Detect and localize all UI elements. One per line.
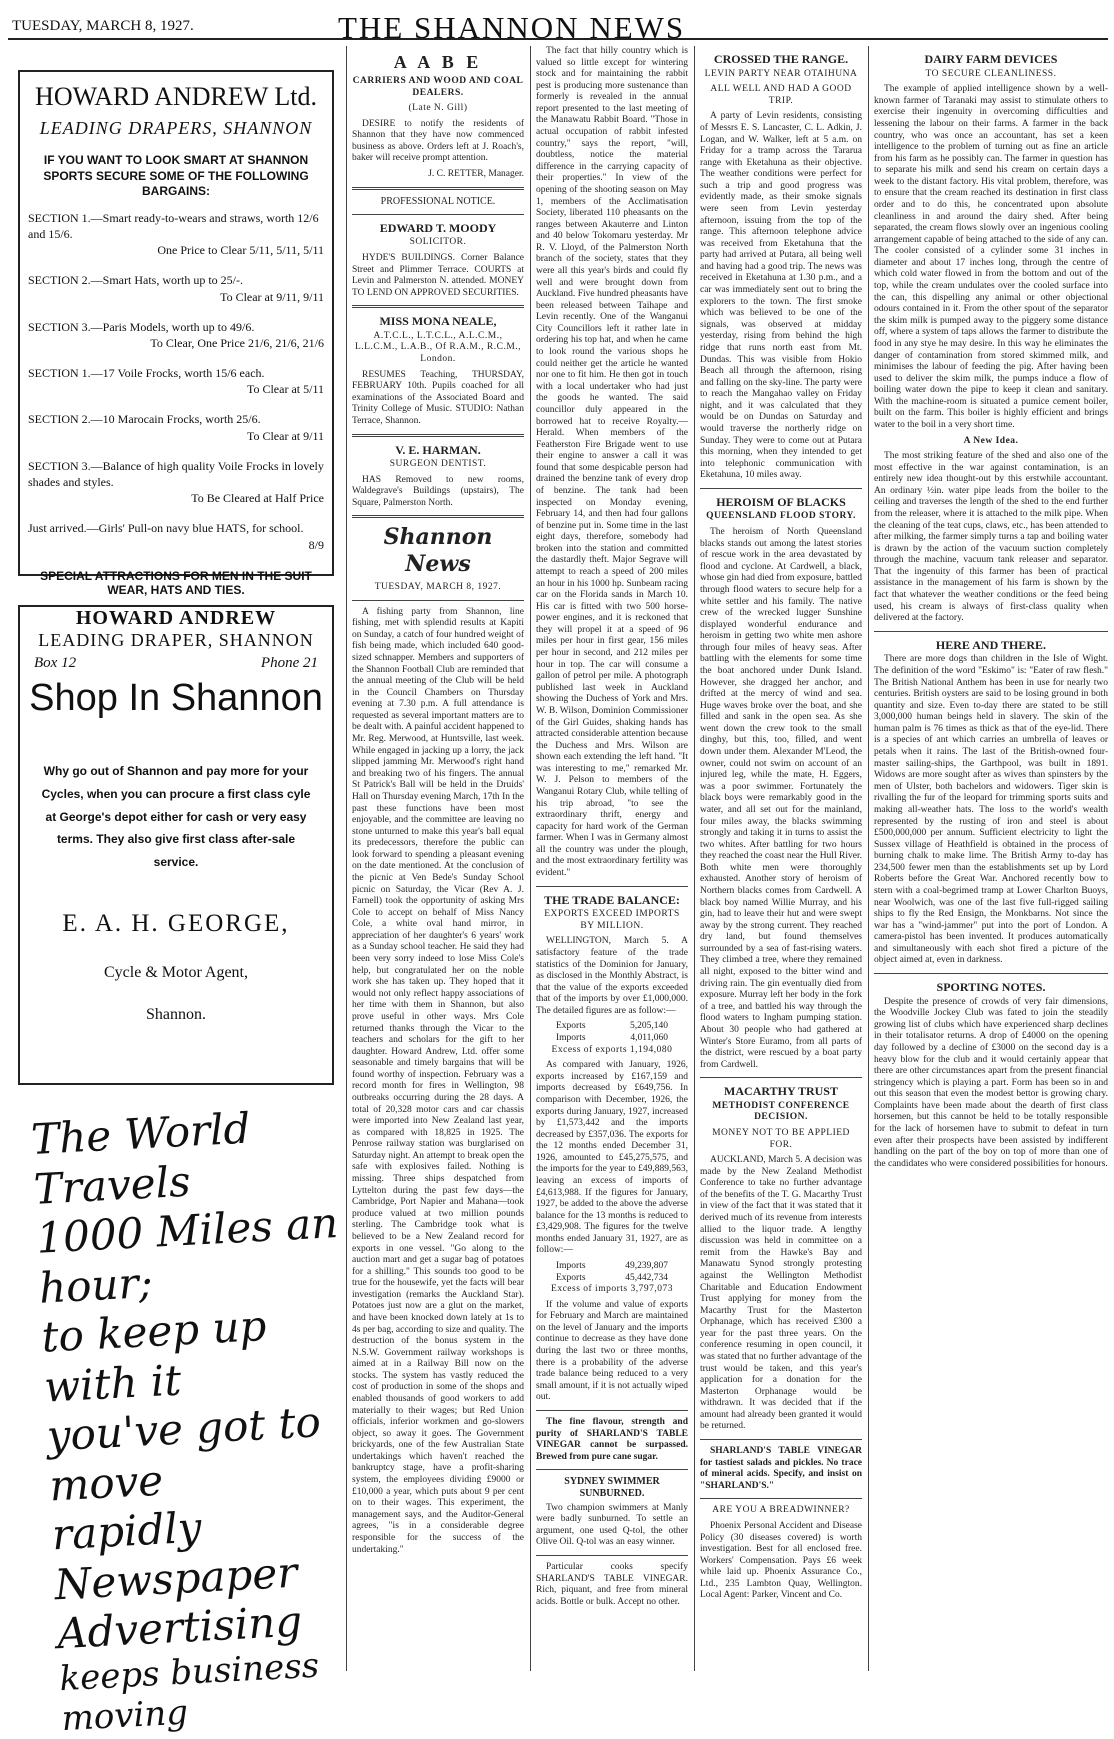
heroism-subheading: QUEENSLAND FLOOD STORY. xyxy=(706,511,856,522)
new-idea-body: The most striking feature of the shed and also one of the most effective in the war against contamination, is an entirely new idea thought-out by this erstwhile accountant. An ordinary ½in. water pipe leads from the boiler to the ceiling and traverses the length of the shed to the end further from the releaser, where it is attached to the milk pipe. When the cleaning of the teat cups, claws, etc., has been attended to after milking, the farmer simply turns a tap and boiling water is drawn by the action of the vacuum suction completely through the machine, vacuum tank releaser and separator. That the ingenuity of this farmer has been of practical assistance in the management of his farm is shown by the fact that whatever the weather conditions or the feed being used, his cream is always of first-class quality when delivered at the factory. xyxy=(874,451,1108,624)
macarthy-heading: MACARTHY TRUST xyxy=(724,1084,838,1099)
advert-lead: IF YOU WANT TO LOOK SMART AT SHANNON SPORTS SECURE SOME OF THE FOLLOWING BARGAINS: xyxy=(43,153,309,199)
moody-name: EDWARD T. MOODY xyxy=(379,220,497,235)
aabe-title: A A B E xyxy=(393,52,483,72)
macarthy-body: AUCKLAND, March 5. A decision was made by the New Zealand Methodist Conference to take no further advantage of the benefits of the T. G. Macarthy Trust in view of the fact that it was stated that it derived much of its revenue from interests allied to the liquor trade. A lengthy discussion was held in committee on a remit from the Hawke's Bay and Manawatu Synod strongly protesting against the Wellington Methodist Charitable and Education Endowment Trust applying for money from the Macarthy Trust for the Masterton Orphanage, which has received £300 a year for the past three years. On the conference resuming in open council, it was stated that no further advantage of the trust would be taken, and this year's application for a donation for the Masterton Orphanage would be withdrawn. It was decided that if the amount had already been granted it would be returned. xyxy=(700,1155,862,1432)
local-news-body: A fishing party from Shannon, line fishing, met with splendid results at Kapiti on Sunday, a catch of four hundred weight of fish being made, which included 640 good-sized schnapper. Members and supporters of the Shannon Football Club are reminded that the annual meeting of the Club will be held in the Council Chambers on Thursday evening at 7.30 p.m. A full attendance is requested as several important matters are to be dealt with. A painful accident happened to Mr. Reg. Merwood, at Huntsville, last week. While engaged in jacking up a lorry, the jack slipped jamming Mr. Merwood's right hand and breaking two of his fingers. The annual St Patrick's Ball will be held in the Druids' Hall on Thursday evening March, 17th In the past these functions have been most enjoyable, and the committee are leaving no stone unturned to make this year's ball equal its predecessors, therefore the public can look forward to spending a pleasant evening on the date mentioned. At the conclusion of the picnic at Ven Bede's Sunday School picnic on Saturday, the Vicar (Rev A. J. Farnell) took the opportunity of asking Mrs Cole to accept on behalf of Miss Nancy Cole, a white oval hand mirror, in appreciation of her daughter's 6 years' work as a Sunday school teacher. He said they had been very sorry indeed to lose Miss Cole's help, but congratulated her on the noble work she has taken up. They hoped that it would not only reflect happy associations of her time with them in Shannon, but also prove useful in other ways. Mrs Cole returned thanks through the Vicar to the teachers and scholars for the gift to her daughter. Howard Andrew, Ltd. offer some seasonable and timely bargains that will be found worthy of inspection. February was a record month for fires in Wellington, 98 outbreaks occurring during the 28 days. A total of 20,328 motor cars and car chassis were imported into New Zealand last year, as compared with 18,825 in 1925. The Penrose railway station was burglarised on Saturday night. An attempt to break open the safe with explosives failed. Nothing is missing. Three ships despatched from Lyttelton during the past few days—the Cambridge, Port Napier and Mahana—took produce valued at two million pounds sterling. The Cambridge took what is believed to be a New Zealand record for exports in one vessel. "Go along to the auction mart and get a sugar bag of potatoes for a shilling." This sounds too good to be true for the housewife, yet the facts will bear investigation (remarks the Auckland Star). Potatoes just now are a glut on the market, and have been knocked down lately at 1s to 4s per bag, according to size and quality. The destruction of the bonus system in the N.S.W. Government railway workshops is aimed at in a Railway Bill now on the stocks. The system has vastly reduced the cost of production in some of the shops and enabled thousands of good workers to add materially to their wages; but Red Union officials, inferior workmen and go-slowers object, so away it goes. The Government brickyards, one of the few Australian State undertakings which haven't reached the bankruptcy stage, have a profit-sharing system, the employees dividing £9000 or £10,000 a year, which puts about 9 per cent on to their wages. This experiment, the management says, and the Auditor-General agrees, "is in a considerable degree responsible for the success of the undertaking." xyxy=(352,606,524,1555)
bargain-section: SECTION 1.—17 Voile Frocks, worth 15/6 each. To Clear at 5/11 xyxy=(28,366,324,397)
column-rule xyxy=(868,46,869,1671)
column-5 xyxy=(874,46,1108,1671)
column-3 xyxy=(536,46,688,1671)
trade-figure-row: Imports 4,011,060 xyxy=(556,1033,668,1044)
slogan-line: you've got to move xyxy=(45,1397,322,1511)
sharland-advert: SHARLAND'S TABLE VINEGAR for tastiest salads and pickles. No trace of mineral acids. Specify, and insist on "SHARLAND'S." xyxy=(700,1446,862,1491)
vinegar-advert: The fine flavour, strength and purity of SHARLAND'S TABLE VINEGAR cannot be surpassed. Brewed from pure cane sugar. xyxy=(536,1416,688,1462)
harman-name: V. E. HARMAN. xyxy=(395,442,481,457)
trade-excess: Excess of exports 1,194,080 xyxy=(551,1044,673,1055)
aabe-signature: J. C. RETTER, Manager. xyxy=(428,169,524,179)
trade-heading: THE TRADE BALANCE: xyxy=(544,892,680,907)
here-and-there-heading: HERE AND THERE. xyxy=(935,637,1047,652)
cooks-advert: Particular cooks specify SHARLAND'S TABLE VINEGAR. Rich, piquant, and free from mineral acids. Bottle or bulk. Accept no other. xyxy=(536,1561,688,1607)
advert-name: E. A. H. GEORGE, xyxy=(62,909,290,937)
harman-title: SURGEON DENTIST. xyxy=(389,459,487,470)
trade-body: WELLINGTON, March 5. A satisfactory feature of the trade statistics of the Dominion for January, as disclosed in the Monthly Abstract, is that the value of the exports exceeded that of the imports by over £1,000,000. The detailed figures are as follow:— xyxy=(536,936,688,1016)
aabe-late: (Late N. Gill) xyxy=(408,103,468,114)
slogan-line: Newspaper xyxy=(53,1547,299,1610)
sporting-heading: SPORTING NOTES. xyxy=(936,980,1046,995)
bargain-section: SECTION 3.—Balance of high quality Voile Frocks in lovely shades and styles. To Be Cleared at Half Price xyxy=(28,458,324,506)
slogan-line: Advertising xyxy=(55,1596,304,1659)
phone-number: Phone 21 xyxy=(260,654,318,671)
here-and-there-body: There are more dogs than children in the Isle of Wight. The definition of the word "Eskimo" is: "Eater of raw flesh." The British National Anthem has been in use for nearly two centuries. British oysters are said to be losing ground in both quantity and size. Even to-day there are stated to be still 3,000,000 human beings held in slavery. The skin of the human palm is 76 times as thick as that of the eye-lid. There is a species of ant which carries an umbrella of leaves or petals when it rains. The last of the British-owned four-master sailing-ships, the Garthpool, was built in 1891. Widows are more sought after as wives than spinsters by the men of Ulster, both bachelors and widowers. Tiger skin is rivalling the fur of the leopard for trimming sports suits and making all-weather hats. The loss to the world's wealth represented by the rusting of iron and steel is about £500,000,000 per annum. Sufficient electricity to light the Sussex village of Heathfield is obtained in the process of burning chalk to make lime. The British Army to-day has 234,500 fewer men than the establishments set up by Lord Roberts before the Great War. Anchored recently bow to stern with a coal-begrimed tramp at Lower Charlton Buoys, near Woolwich, was one of the last five full-rigged sailing ships to fly the Red Ensign, the Monkbarns. Not since the war has a "wind-jammer" put into the port of London. A camera-pistol has been invented. It produces automatically and simultaneously with each shot fired a picture of the object aimed at, even in darkness. xyxy=(874,654,1108,966)
bargain-section: SECTION 1.—Smart ready-to-wears and straws, worth 12/6 and 15/6. One Price to Clear 5/11, 5/11, 5/11 xyxy=(28,210,324,258)
professional-notice: PROFESSIONAL NOTICE. xyxy=(380,195,496,207)
bargain-sections xyxy=(20,210,332,553)
paper-date: TUESDAY, MARCH 8, 1927. xyxy=(374,582,502,593)
trade-subheading: EXPORTS EXCEED IMPORTS BY MILLION. xyxy=(544,909,680,931)
issue-date: TUESDAY, MARCH 8, 1927. xyxy=(12,18,194,34)
bargain-section: Just arrived.—Girls' Pull-on navy blue HATS, for school. 8/9 xyxy=(28,521,324,552)
neale-qualifications: A.T.C.L., L.T.C.L., A.L.C.M., L.L.C.M., L.A.B., Of R.A.M., R.C.M., London. xyxy=(354,330,522,365)
trade-figure-row: Exports 45,442,734 xyxy=(556,1272,668,1283)
dairy-heading: DAIRY FARM DEVICES xyxy=(924,52,1058,66)
special-attractions: SPECIAL ATTRACTIONS FOR MEN IN THE SUIT WEAR, HATS AND TIES. xyxy=(40,568,312,597)
range-body: A party of Levin residents, consisting of Messrs E. S. Lancaster, C. L. Adkin, J. Logan, and W. Walker, left at 5 a.m. on Friday for a tramp across the Tararua range with Eketahuna as their objective. The weather conditions were perfect for such a trip and good progress was evidently made, as their smoke signals were seen from Levin yesterday afternoon, issuing from the top of the range. This afternoon telephone advice was received from Eketahuna that the party had arrived at Putara, all being well and having had a good trip. The news was received in Eketahuna at 1.30 p.m., and a car was immediately sent out to bring the explorers to the town. The first smoke which was believed to be one of the signals, was observed at midday yesterday, rising from behind the high ridge that runs north east from Mt. Dundas. This was visible from Hokio Beach all through the afternoon, rising and falling on the sky-line. The party were to reach the Mangahao valley on Friday night, and it was calculated that they would be on Dundas on Saturday and would traverse the northerly ridge on Sunday. They were to come out at Putara this morning, when they intended to get into telephonic communication with Eketahuna, 10 miles away. xyxy=(700,111,862,481)
news-body: The fact that hilly country which is valued so little except for wintering stock and for maintaining the rabbit pest is producing more sustenance than formerly is revealed in the annual report presented to the last meeting of the Manawatu Rabbit Board. "Those in actual occupation of rabbit infested country," says the report, "will, doubtless, notice the material difference in the carrying capacity of their properties." In view of the opening of the shooting season on May 1, members of the Acclimatisation Society, liberated 110 pheasants on the ranges between Akauterre and Linton and 40 below Tokomaru yesterday. Mr R. V. Lloyd, of the Palmerston North branch of the society, states that they were all this year's birds and could fly well and were brought down from Auckland. Five hundred pheasants have been released between Taihape and Levin recently. One of the Wanganui City Councillors left it rather late in ordering his top hat, and when he came to look round the various shops he could neither get the article he wanted nor one to fit him. He then got in touch with a local undertaker who had just the goods he wanted. The said councillor duly appeared in the borrowed hat to receive Royalty.—Herald. When members of the Featherston Fire Brigade went to use their engine to answer a call it was found that some despicable person had drained the benzine tank of every drop of benzine. The tank had been inspected on Monday evening, February 14, and then had four gallons of benzine put in. Some time in the last eight days, therefore, somebody had broken into the station and committed the dastardly theft. Major Segrave will attempt to reach a speed of 200 miles an hour in his 1000 hp. Sunbeam racing car on the Florida sands in March 10. His car is fitted with two 500 horse-power engines, and it is reckoned that they will propel it at a speed of 96 miles per hour in first gear, 156 miles per hour in second, and 212 miles per hour in top. The car will consume a gallon of petrol per mile. A photograph published last week in Auckland showing the Duchess of York and Mrs. W. B. Wilson, Dominion Commissioner of the Girl Guides, shaking hands has attracted considerable attention because the Duchess and Mrs. Wilson are shown each extending the left hand. "It was interesting to me," remarked Mr. W. J. Pelson to members of the Wanganui Rotary Club, while telling of his trip abroad, "to see the extraordinary thrift, energy and capacity for hard work of the German farmer. When I was in Germany almost all the country was under the plough, and the most extraordinary fertility was evident." xyxy=(536,46,688,879)
macarthy-subheading: METHODIST CONFERENCE DECISION. xyxy=(712,1100,850,1123)
advert-role: Cycle & Motor Agent, xyxy=(104,963,248,981)
aabe-subtitle: CARRIERS AND WOOD AND COAL DEALERS. xyxy=(352,75,524,98)
bargain-section: SECTION 2.—10 Marocain Frocks, worth 25/6. To Clear at 9/11 xyxy=(28,412,324,443)
masthead xyxy=(8,6,1108,45)
neale-body: RESUMES Teaching, THURSDAY, FEBRUARY 10th. Pupils coached for all examinations of the Associated Board and Trinity College of Music. STUDIO: Nathan Terrace, Shannon. xyxy=(352,369,524,426)
howard-andrew-advert xyxy=(18,70,334,671)
advert-signature-sub: LEADING DRAPER, SHANNON xyxy=(38,629,314,650)
slogan-line: 1000 Miles an hour; xyxy=(35,1198,340,1313)
trade-figure-row: Imports 49,239,807 xyxy=(556,1261,668,1272)
slogan-line: rapidly xyxy=(50,1503,203,1560)
slogan-line: to keep up with it xyxy=(40,1301,268,1412)
breadwinner-body: Phoenix Personal Accident and Disease Policy (30 diseases covered) is worth investigation. Best for all enclosed free. Workers' Compensation. Pays £6 week while laid up. Phoenix Assurance Co., Ltd., 235 Lambton Quay, Wellington. Local Agent: Parker, Vincent and Co. xyxy=(700,1520,862,1601)
moody-title: SOLICITOR. xyxy=(409,237,467,248)
advert-tagline: LEADING DRAPERS, SHANNON xyxy=(39,118,313,138)
bargain-section: SECTION 2.—Smart Hats, worth up to 25/-. To Clear at 9/11, 9/11 xyxy=(28,273,324,304)
trade-excess: Excess of imports 3,797,073 xyxy=(551,1284,673,1295)
column-rule xyxy=(694,46,695,1671)
column-2 xyxy=(352,46,524,1671)
swimmer-body: Two champion swimmers at Manly were badly sunburned. To settle an argument, one used Q-tol, the other Olive Oil. Q-tol was an easy winner. xyxy=(536,1502,688,1548)
advert-headline: Shop In Shannon xyxy=(29,677,323,719)
trade-body: As compared with January, 1926, exports increased by £167,159 and imports decreased by £649,756. In comparison with December, 1926, the exports during January, 1927, increased by £1,573,442 and the imports decreased by £357,036. The exports for the 12 months ended December 31, 1926, amounted to £45,275,575, and the imports for the year to £49,889,563, leaving an excess of imports of £4,613,988. If the figures for January, 1927, be added to the above the adverse balance for the 13 months is reduced to £3,429,908. The figures for the twelve months ended January 31, 1927, are as follow:— xyxy=(536,1060,688,1256)
harman-body: HAS Removed to new rooms, Waldegrave's Buildings (upstairs), The Square, Palmerston North. xyxy=(352,474,524,508)
advert-body: Why go out of Shannon and pay more for your Cycles, when you can procure a first class cyle at George's depot either for cash or very easy terms. They also give first class after-sale service. xyxy=(41,764,311,870)
neale-name: MISS MONA NEALE, xyxy=(379,314,497,329)
range-subheading-2: ALL WELL AND HAD A GOOD TRIP. xyxy=(710,84,852,106)
range-subheading: LEVIN PARTY NEAR OTAIHUNA xyxy=(704,68,858,79)
advert-town: Shannon. xyxy=(146,1005,206,1023)
sporting-body: Despite the presence of crowds of very fair dimensions, the Woodville Jockey Club was fated to join the steadily growing list of clubs which have experienced sharp declines in their totalisator returns. A drop of £4000 on the opening day followed by a decline of £3000 on the second day is a heavy blow for the club and it would certainly appear that there are other circumstances apart from the present financial stringency which is playing a part. Form has been so in and out this season that even the modest bettor is growing chary. Complaints have been made about the dearth of first class horsemen, but this cannot be held to be totally responsible for the lack of horsemen have to submit to defeat in turn even after their prospects have been assisted by indifferent handling on the part of the boy on top of more than one of the candidates who were considered possibilities for honours. xyxy=(874,996,1108,1169)
advert-signature: HOWARD ANDREW xyxy=(75,606,277,629)
trade-body: If the volume and value of exports for February and March are maintained on the level of January and the imports continue to decrease as they have done during the last two or three months, there is a probability of the adverse trade balance being reduced to a very small amount, if it is not actually wiped out. xyxy=(536,1299,688,1403)
bargain-section: SECTION 3.—Paris Models, worth up to 49/6. To Clear, One Price 21/6, 21/6, 21/6 xyxy=(28,319,324,350)
column-rule xyxy=(530,46,531,1671)
trade-figure-row: Exports 5,205,140 xyxy=(556,1021,668,1032)
slogan-line: The World Travels xyxy=(30,1103,252,1214)
breadwinner-heading: ARE YOU A BREADWINNER? xyxy=(712,1505,850,1516)
range-heading: CROSSED THE RANGE. xyxy=(713,52,849,66)
swimmer-heading: SYDNEY SWIMMER SUNBURNED. xyxy=(564,1476,660,1500)
advert-heading: HOWARD ANDREW Ltd. xyxy=(35,82,317,111)
dairy-subheading: TO SECURE CLEANLINESS. xyxy=(925,68,1057,79)
dairy-body: The example of applied intelligence shown by a well-known farmer of Taranaki may assist to stimulate others to exercise their ingenuity in overcoming difficulties and lessening the labour on their farms. A farmer in the back country, who was once an accountant, has set a keen intelligence to the problem of turning out as fine an article from his farm as he possibly can. The farmer in question has to separate his milk and send his cream on certain days a week to the distant factory. His vital problem, therefore, was to ensure that the cream reached its destination in first class order and to do this, he concentrated upon absolute cleanliness in and around the dairy shed. After being separated, the cream flows slowly over an ingenious cooling arrangement capable of being attached to the side of any can. The cooler consisted of a cylinder some 31 inches in diameter and about 17 inches long, through the centre of which cold water flowed in from the bottom and out of the top, while the cream undulates over the cooled surface into the can, this dispelling any animal or other objectional odours contained in it. From the other spout of the separator the skim milk is pumped away to the piggery some distance off, where a system of taps allows the farmer to distribute the food in any stye he may desire. In this way he eliminates the danger of contamination from stored skimmed milk, and minimises the labour of feeding the pig. After having been used to deliver the skim milk, the pumps induce a flow of boiling water down the pipe to keep it clean and sanitary. With the machine-room is situated a pumice cement boiler, built on the farm. This boiler is highly efficient and brings water to the boil in a very short time. xyxy=(874,84,1108,430)
moody-body: HYDE'S BUILDINGS. Corner Balance Street and Plimmer Terrace. COURTS at Levin and Palmerston N. attended. MONEY TO LEND ON APPROVED SECURITIES. xyxy=(352,252,524,298)
new-idea-heading: A New Idea. xyxy=(963,435,1019,446)
heroism-heading: HEROISM OF BLACKS xyxy=(716,494,846,509)
paper-nameplate: Shannon News xyxy=(383,524,493,578)
slogan-line: keeps business moving xyxy=(58,1645,321,1739)
column-4 xyxy=(700,46,862,1671)
advertising-slogan xyxy=(18,1103,340,1739)
heroism-body: The heroism of North Queensland blacks stands out among the latest stories of rescue work in the area devastated by flood and cyclone. At Cardwell, a black, whose gin had died from exposure, battled through flood waters to secure help for a white settler and his family. The native crew of the wrecked lugger Sunshine displayed wonderful endurance and heroism in getting two white men ashore through four miles of heavy seas. After battling with the elements for some time the boat anchored under Dunk Island. However, she dragged her anchor, and drifted at the mercy of wind and sea. Huge waves broke over the boat, and she filled and sank in the open sea. As she went down the crew took to the small dinghy, but this, too, filled, and went down under them. Alexander M'Leod, the owner, could not swim on account of an injured leg, while the mate, H. Eggers, was a poor swimmer. Fortunately the black boys were remarkably good in the water, and all set out for the mainland, four miles away, the blacks swimming strongly and taking it in turns to assist the two whites. After battling for two hours they reached the coast near the Hull River. Both white men were thoroughly exhausted. Another story of heroism of Northern blacks comes from Cardwell. A black boy named Willie Murray, and his gin, had to leave their hut and were swept away by the strong current. They reached dry land, but found themselves surrounded by a sea of fast-rising waters. They climbed a tree, where they remained all night, exposed to the bitter wind and driving rain. The gin eventually died from exposure. Murray left her body in the fork of a tree, and battled his way through the flood waters to Ingham pumping station. About 30 people who had gathered at Winter's Store Euramo, from all parts of the district, were rescued by a boat party from Cardwell. xyxy=(700,527,862,1070)
aabe-body: DESIRE to notify the residents of Shannon that they have now commenced business as above. Orders left at J. Roach's, baker will receive prompt attention. xyxy=(352,118,524,164)
george-cycle-advert xyxy=(18,605,334,1085)
box-number: Box 12 xyxy=(34,654,77,671)
newspaper-title: THE SHANNON NEWS xyxy=(338,10,686,45)
macarthy-subheading-2: MONEY NOT TO BE APPLIED FOR. xyxy=(712,1128,850,1150)
